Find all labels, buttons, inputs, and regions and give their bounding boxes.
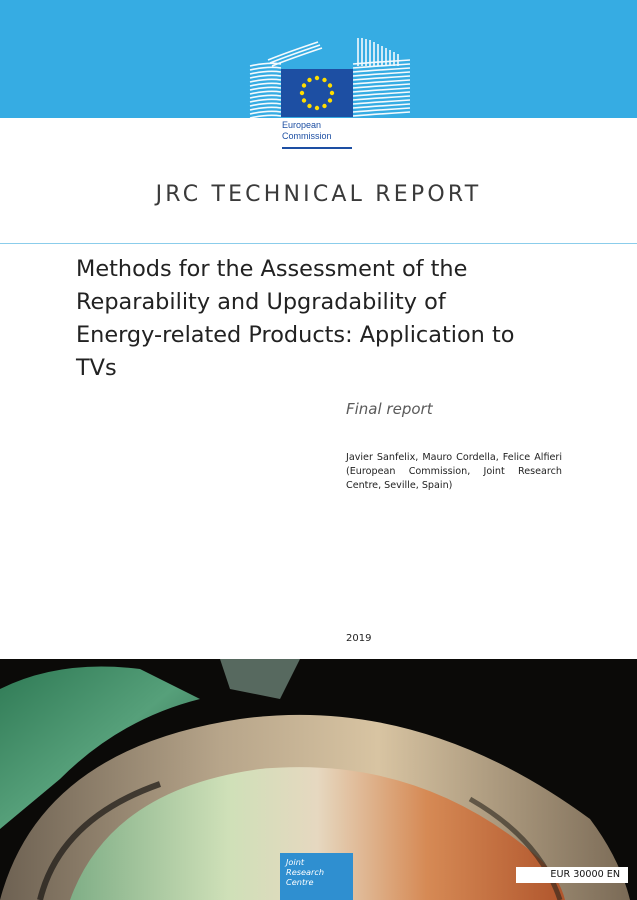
document-subtitle: Final report <box>346 400 433 418</box>
eu-flag-icon <box>281 69 353 117</box>
jrc-label-line-2: Research <box>286 867 325 877</box>
eu-stars-icon <box>281 69 353 117</box>
document-title-line-2: Reparability and Upgradability of <box>76 289 446 315</box>
logo-underline <box>282 147 352 149</box>
document-title-line-3: Energy-related Products: Application to <box>76 322 515 348</box>
document-title-line-1: Methods for the Assessment of the <box>76 256 468 282</box>
jrc-logo-box <box>280 853 353 900</box>
report-number: EUR 30000 EN <box>550 869 620 880</box>
document-title-line-4: TVs <box>76 355 117 381</box>
jrc-label-line-3: Centre <box>286 877 314 887</box>
document-title <box>76 253 596 385</box>
jrc-label-line-1: Joint <box>286 857 305 867</box>
organisation-name-line-2: Commission <box>282 131 332 141</box>
european-commission-logo <box>248 36 412 152</box>
report-number-box <box>516 867 628 883</box>
series-title: JRC TECHNICAL REPORT <box>155 182 482 207</box>
header-divider <box>0 243 637 244</box>
publication-year: 2019 <box>346 633 372 644</box>
document-authors: Javier Sanfelix, Mauro Cordella, Felice Alfieri (European Commission, Joint Research Centre, Seville, Spain) <box>346 452 562 491</box>
organisation-name <box>282 120 332 142</box>
jrc-label <box>286 857 324 887</box>
organisation-name-line-1: European <box>282 120 322 130</box>
